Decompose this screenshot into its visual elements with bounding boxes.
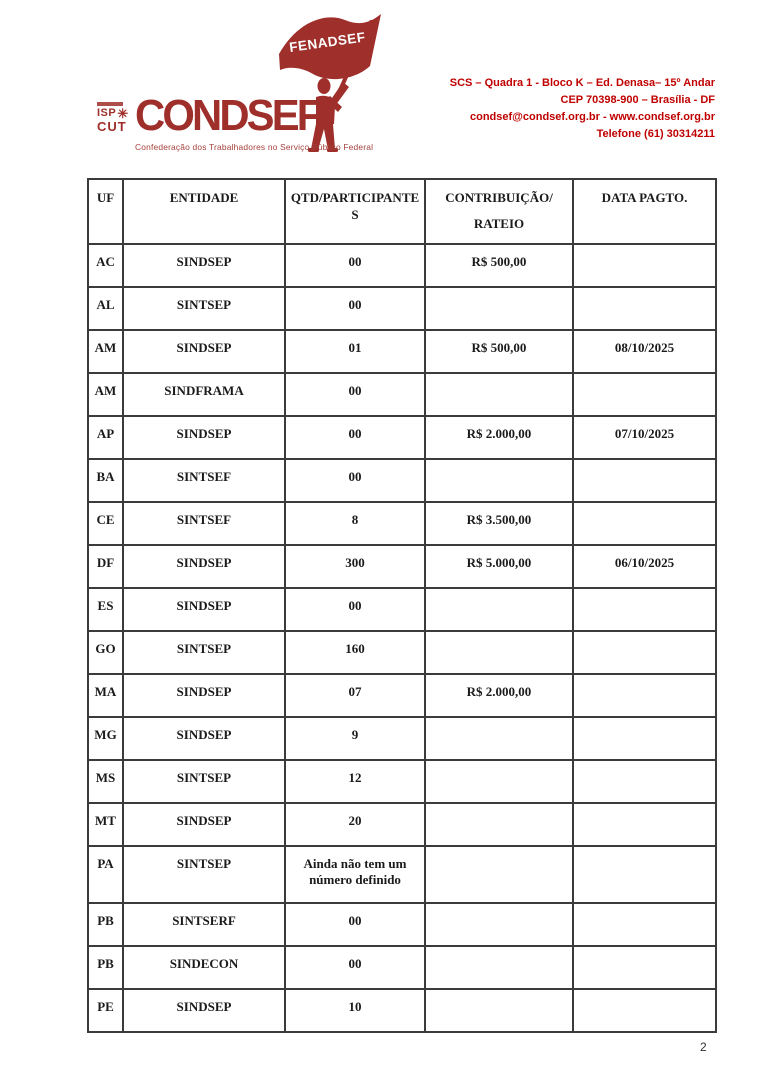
cell-entidade: SINTSERF xyxy=(123,903,285,946)
cell-data-pagto xyxy=(573,717,716,760)
cell-data-pagto xyxy=(573,760,716,803)
cell-contribuicao-rateio xyxy=(425,373,573,416)
isp-text: ISP xyxy=(97,107,117,119)
cell-uf: AM xyxy=(88,330,123,373)
cell-data-pagto xyxy=(573,244,716,287)
cut-label: CUT xyxy=(97,119,127,134)
cell-uf: MG xyxy=(88,717,123,760)
cell-uf: PB xyxy=(88,946,123,989)
column-header-qtd-participantes: QTD/PARTICIPANTE S xyxy=(285,179,425,244)
table-row xyxy=(88,989,716,1032)
table-row xyxy=(88,502,716,545)
cell-data-pagto xyxy=(573,459,716,502)
table-row xyxy=(88,545,716,588)
cell-uf: BA xyxy=(88,459,123,502)
cell-contribuicao-rateio xyxy=(425,903,573,946)
cell-uf: PA xyxy=(88,846,123,903)
cell-entidade: SINTSEP xyxy=(123,287,285,330)
cell-uf: CE xyxy=(88,502,123,545)
table-row xyxy=(88,760,716,803)
column-header-contribuicao-rateio: CONTRIBUIÇÃO/ RATEIO xyxy=(425,179,573,244)
table-row xyxy=(88,459,716,502)
cell-contribuicao-rateio xyxy=(425,459,573,502)
cell-data-pagto xyxy=(573,946,716,989)
cell-uf: ES xyxy=(88,588,123,631)
cell-qtd-participantes: 20 xyxy=(285,803,425,846)
cell-uf: AC xyxy=(88,244,123,287)
cell-qtd-participantes: 00 xyxy=(285,459,425,502)
logo-tagline: Confederação dos Trabalhadores no Serviço Público Federal xyxy=(135,142,374,152)
participants-table xyxy=(87,178,717,1033)
flag-text: FENADSEF xyxy=(288,29,367,55)
cell-qtd-participantes: 00 xyxy=(285,244,425,287)
table-header-row xyxy=(88,179,716,244)
column-header-entidade: ENTIDADE xyxy=(123,179,285,244)
table-row xyxy=(88,330,716,373)
cell-entidade: SINDSEP xyxy=(123,717,285,760)
cell-uf: AL xyxy=(88,287,123,330)
cell-contribuicao-rateio: R$ 500,00 xyxy=(425,244,573,287)
condsef-wordmark: CONDSEF xyxy=(135,91,320,140)
cell-contribuicao-rateio: R$ 500,00 xyxy=(425,330,573,373)
cell-entidade: SINDFRAMA xyxy=(123,373,285,416)
cell-qtd-participantes: 00 xyxy=(285,588,425,631)
cell-qtd-participantes: 12 xyxy=(285,760,425,803)
cell-entidade: SINDSEP xyxy=(123,588,285,631)
cell-data-pagto xyxy=(573,588,716,631)
cell-qtd-participantes: 8 xyxy=(285,502,425,545)
cell-entidade: SINDSEP xyxy=(123,330,285,373)
table-row xyxy=(88,416,716,459)
cell-contribuicao-rateio xyxy=(425,760,573,803)
cell-data-pagto xyxy=(573,674,716,717)
cell-qtd-participantes: 10 xyxy=(285,989,425,1032)
cell-uf: PE xyxy=(88,989,123,1032)
cell-uf: MT xyxy=(88,803,123,846)
cell-entidade: SINDSEP xyxy=(123,803,285,846)
cell-contribuicao-rateio xyxy=(425,631,573,674)
table-row xyxy=(88,846,716,903)
cell-entidade: SINDSEP xyxy=(123,244,285,287)
cell-data-pagto: 07/10/2025 xyxy=(573,416,716,459)
cell-contribuicao-rateio: R$ 2.000,00 xyxy=(425,416,573,459)
letterhead xyxy=(0,0,768,165)
cell-data-pagto xyxy=(573,287,716,330)
cell-uf: AM xyxy=(88,373,123,416)
cell-qtd-participantes: 00 xyxy=(285,946,425,989)
table-row xyxy=(88,803,716,846)
cell-contribuicao-rateio xyxy=(425,717,573,760)
cell-qtd-participantes: 07 xyxy=(285,674,425,717)
table-row xyxy=(88,588,716,631)
address-line: CEP 70398-900 – Brasília - DF xyxy=(560,94,715,106)
table-row xyxy=(88,717,716,760)
cell-contribuicao-rateio xyxy=(425,588,573,631)
cell-data-pagto: 08/10/2025 xyxy=(573,330,716,373)
table-row xyxy=(88,903,716,946)
cell-data-pagto xyxy=(573,502,716,545)
cell-uf: DF xyxy=(88,545,123,588)
cell-entidade: SINTSEP xyxy=(123,846,285,903)
cell-data-pagto: 06/10/2025 xyxy=(573,545,716,588)
cell-contribuicao-rateio: R$ 2.000,00 xyxy=(425,674,573,717)
table-row xyxy=(88,631,716,674)
table-row xyxy=(88,946,716,989)
letterhead-address xyxy=(390,75,715,143)
cell-entidade: SINTSEP xyxy=(123,760,285,803)
isp-cut-mark xyxy=(97,102,137,133)
cell-entidade: SINDSEP xyxy=(123,416,285,459)
cell-entidade: SINDECON xyxy=(123,946,285,989)
cell-contribuicao-rateio xyxy=(425,989,573,1032)
cell-data-pagto xyxy=(573,373,716,416)
table-row xyxy=(88,373,716,416)
cell-entidade: SINTSEF xyxy=(123,459,285,502)
cell-uf: PB xyxy=(88,903,123,946)
isp-small-text xyxy=(97,102,123,106)
table-row xyxy=(88,244,716,287)
cell-entidade: SINTSEF xyxy=(123,502,285,545)
address-line: condsef@condsef.org.br - www.condsef.org.br xyxy=(469,111,715,123)
address-line: Telefone (61) 30314211 xyxy=(596,128,715,140)
cell-uf: MS xyxy=(88,760,123,803)
isp-star-icon: ✳ xyxy=(117,105,129,121)
cell-qtd-participantes: 9 xyxy=(285,717,425,760)
cell-entidade: SINDSEP xyxy=(123,545,285,588)
cell-qtd-participantes: 01 xyxy=(285,330,425,373)
cell-qtd-participantes: 00 xyxy=(285,287,425,330)
cell-contribuicao-rateio xyxy=(425,946,573,989)
cell-contribuicao-rateio xyxy=(425,846,573,903)
isp-label xyxy=(97,105,137,121)
cell-data-pagto xyxy=(573,631,716,674)
column-header-uf: UF xyxy=(88,179,123,244)
cell-qtd-participantes: 300 xyxy=(285,545,425,588)
cell-contribuicao-rateio xyxy=(425,803,573,846)
cell-qtd-participantes: 00 xyxy=(285,416,425,459)
cell-entidade: SINDSEP xyxy=(123,674,285,717)
cell-contribuicao-rateio xyxy=(425,287,573,330)
page-number: 2 xyxy=(700,1040,707,1054)
cell-qtd-participantes: 00 xyxy=(285,903,425,946)
table-row xyxy=(88,287,716,330)
cell-qtd-participantes: 160 xyxy=(285,631,425,674)
column-header-data-pagto: DATA PAGTO. xyxy=(573,179,716,244)
cell-data-pagto xyxy=(573,903,716,946)
cell-qtd-participantes: Ainda não tem um número definido xyxy=(285,846,425,903)
table-row xyxy=(88,674,716,717)
cell-entidade: SINDSEP xyxy=(123,989,285,1032)
cell-data-pagto xyxy=(573,846,716,903)
cell-uf: AP xyxy=(88,416,123,459)
cell-contribuicao-rateio: R$ 5.000,00 xyxy=(425,545,573,588)
cell-uf: GO xyxy=(88,631,123,674)
condsef-logo xyxy=(95,8,405,160)
cell-contribuicao-rateio: R$ 3.500,00 xyxy=(425,502,573,545)
cell-qtd-participantes: 00 xyxy=(285,373,425,416)
cell-data-pagto xyxy=(573,989,716,1032)
address-line: SCS – Quadra 1 - Bloco K – Ed. Denasa– 15º Andar xyxy=(449,77,715,89)
cell-entidade: SINTSEP xyxy=(123,631,285,674)
cell-uf: MA xyxy=(88,674,123,717)
cell-data-pagto xyxy=(573,803,716,846)
